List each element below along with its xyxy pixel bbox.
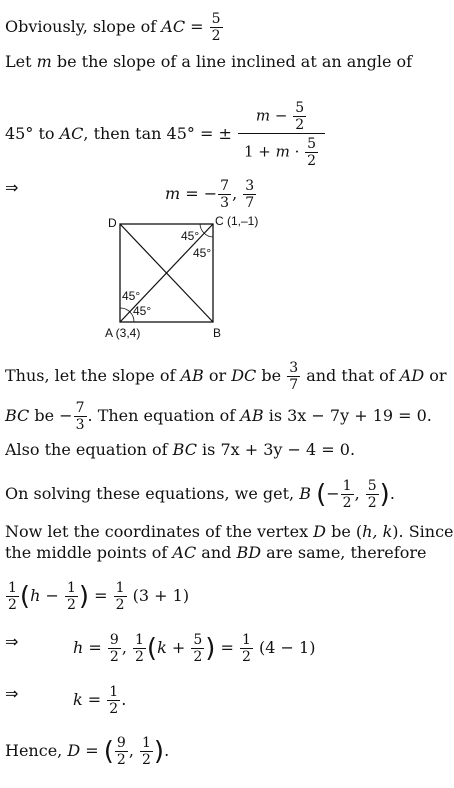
fraction [74,400,87,433]
text: , [354,484,365,503]
numerator: 9 [109,632,119,648]
angle-label-c2: 45° [193,246,212,260]
text: Now let the coordinates of the vertex [5,522,314,541]
paren-close: ) [153,736,165,767]
denominator: 2 [295,117,305,133]
fraction [65,580,78,613]
paren-close: ) [78,581,90,612]
conclusion-line [5,735,169,768]
text: . [164,741,170,760]
label-c: C (1,–1) [215,214,259,228]
fraction [218,178,231,211]
text: Also the equation of [5,440,173,459]
label-d: D [108,216,117,230]
text: . [121,690,127,709]
text: 45° to [5,124,60,143]
text: + [166,638,191,657]
text: D [67,741,81,760]
denominator: 2 [211,28,221,44]
denominator: 7 [289,377,299,393]
fraction [341,478,354,511]
equation-ab-line [5,400,432,433]
h-value-line [5,632,405,665]
denominator: 2 [115,597,125,613]
text: h [30,586,41,605]
text: . Then equation of [87,406,241,425]
fraction [293,100,306,133]
denominator: 2 [307,153,317,169]
text: or [203,366,232,385]
text: 7x + 3y − 4 = 0. [220,440,356,459]
let-m-line [5,52,412,72]
fraction [238,100,325,169]
angle-arc-c1 [200,224,204,233]
denominator: 2 [109,701,119,717]
denominator: 2 [342,495,352,511]
text: m [36,52,52,71]
text: is [196,440,221,459]
denominator: 3 [75,417,85,433]
numerator: 1 [115,580,125,596]
text: DC [231,366,257,385]
numerator: 1 [134,632,144,648]
text: = [89,586,113,605]
fraction [240,632,253,665]
vertex-d-line [5,522,454,542]
text: , [232,184,243,203]
text: or [424,366,447,385]
text: Let [5,52,37,71]
fraction [6,580,19,613]
denominator: 3 [220,195,230,211]
text: Obviously, slope of [5,17,162,36]
text: − [326,484,340,503]
text: k [157,638,167,657]
numerator: 5 [307,136,317,152]
paren-open: ( [146,633,158,664]
paren-open: ( [103,736,114,767]
numerator: 1 [342,478,352,494]
text: = − [180,184,218,203]
k-result [73,684,126,717]
numerator: 7 [75,400,85,416]
fraction [191,632,204,665]
implies-symbol: ⇒ [5,684,19,703]
text: , then tan 45° = ± [83,124,232,143]
fraction [243,178,256,211]
implies-symbol: ⇒ [5,632,19,651]
paren-open: ( [316,479,327,510]
text: D [313,522,326,541]
text: BC [172,440,197,459]
numerator: 5 [193,632,203,648]
label-b: B [213,326,222,340]
text: On solving these equations, we get, [5,484,300,503]
text: , [128,741,139,760]
text: 3x − 7y + 19 = 0. [287,406,432,425]
text: Hence, [5,741,68,760]
angle-label-a1: 45° [122,289,141,303]
slope-ab-line [5,360,447,393]
numerator: 1 [242,632,251,648]
text: and [196,543,237,562]
text: m [165,184,181,203]
text: = [80,741,104,760]
text: − [40,586,64,605]
numerator: 1 [109,684,119,700]
fraction [140,735,153,768]
text: be ( [326,522,363,541]
numerator [238,100,325,133]
text: the middle points of [5,543,173,562]
text: and that of [301,366,400,385]
denominator: 2 [66,597,76,613]
denominator: 7 [245,195,255,211]
midpoints-line [5,543,426,563]
text: AB [240,406,264,425]
label-a: A (3,4) [105,326,141,340]
denominator: 2 [193,649,203,665]
text: BD [236,543,262,562]
text: , [121,638,132,657]
numerator: 1 [141,735,151,751]
text: = [82,690,107,709]
equation-bc-line [5,440,355,460]
text: ). Since [392,522,454,541]
text: are same, therefore [261,543,427,562]
text: h [73,638,84,657]
numerator: 5 [211,11,221,27]
fraction [287,360,300,393]
point-b-line [5,478,395,511]
text: m [275,142,290,161]
text: AC [59,124,84,143]
text: (4 − 1) [253,638,316,657]
text: = [215,638,239,657]
fraction [366,478,379,511]
m-result [165,178,257,211]
text: − [270,106,293,125]
numerator: 9 [116,735,126,751]
text: h, k [362,522,393,541]
text: be − [29,406,73,425]
text: Thus, let the slope of [5,366,181,385]
midpoint-x-line [5,580,189,613]
paren-open: ( [19,581,31,612]
h-result [73,632,315,665]
denominator: 2 [242,649,251,665]
text: (3 + 1) [127,586,190,605]
denominator: 2 [8,597,17,613]
text: B [299,484,311,503]
denominator: 2 [367,495,377,511]
fraction [108,632,121,665]
fraction [210,11,223,44]
numerator: 1 [8,580,17,596]
angle-label-a2: 45° [133,304,152,318]
text: k [73,690,83,709]
text: BC [5,406,30,425]
numerator: 3 [289,360,299,376]
angle-arc-a1 [120,308,130,312]
m-values-line [5,178,265,211]
slope-ac-line [5,11,224,44]
text: be the slope of a line inclined at an angle of [51,52,413,71]
denominator: 2 [134,649,144,665]
text: · [289,142,305,161]
numerator: 3 [245,178,255,194]
fraction [133,632,146,665]
text: 1 + [243,142,276,161]
numerator: 7 [220,178,230,194]
angle-arc-c2 [204,233,213,237]
text: AD [399,366,425,385]
numerator: 1 [66,580,76,596]
numerator: 5 [295,100,305,116]
denominator [238,133,325,169]
text: AB [180,366,204,385]
text: AC [161,17,186,36]
text: = [185,17,209,36]
fraction [107,684,120,717]
paren-close: ) [379,479,390,510]
denominator: 2 [109,649,119,665]
text: . [389,484,395,503]
fraction [114,580,127,613]
angle-label-c1: 45° [181,229,200,243]
denominator: 2 [141,752,151,768]
implies-symbol: ⇒ [5,178,19,197]
fraction [115,735,128,768]
text: is [263,406,288,425]
numerator: 5 [367,478,377,494]
denominator: 2 [116,752,126,768]
square-diagram [0,212,420,342]
tan-formula-line [5,100,326,169]
text: be [256,366,287,385]
text: AC [172,543,197,562]
paren-close: ) [205,633,216,664]
fraction [305,136,318,169]
k-value-line [5,684,205,717]
text: m [255,106,271,125]
text: = [83,638,107,657]
